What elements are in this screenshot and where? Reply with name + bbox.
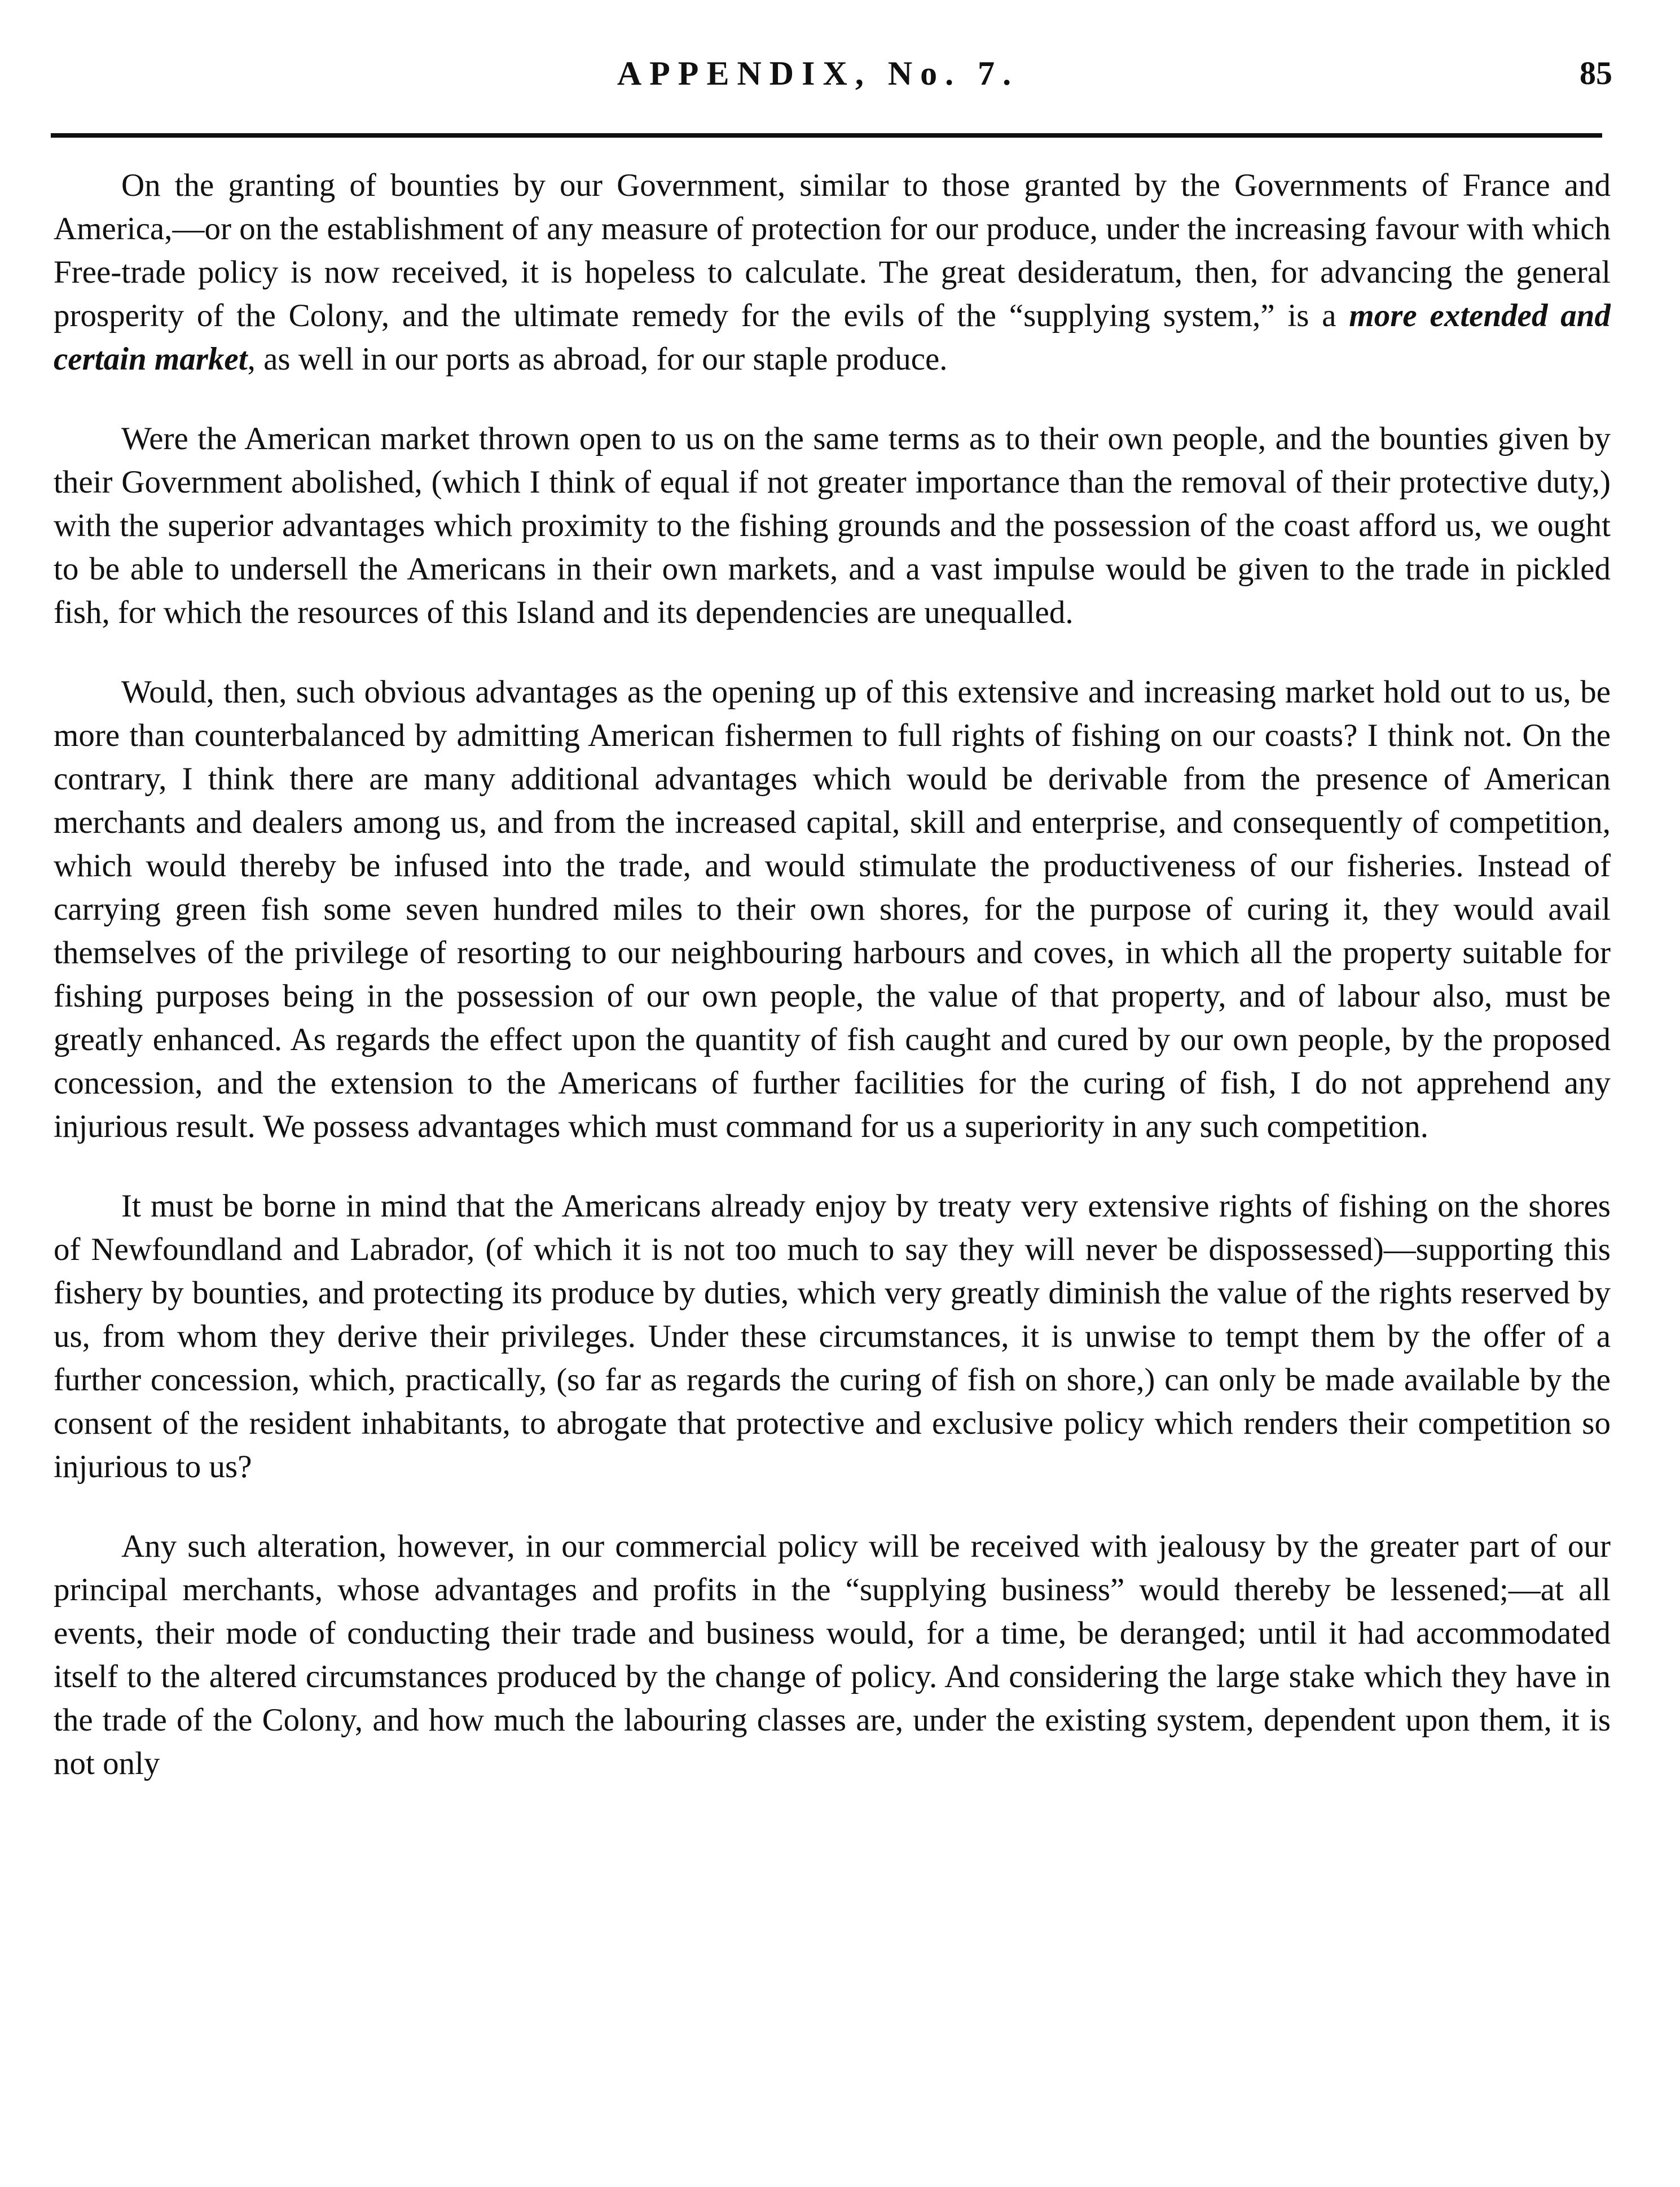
paragraph-5: Any such alteration, however, in our commercial policy will be received with jealousy by the greater part of our principal merchants, whose advantages and profits in the “supplying business” would thereby be lessened;—at all events, their mode of conducting their trade and business would, for a time, be deranged; until it had accommodated itself to the altered circumstances produced by the change of policy. And considering the large stake which they have in the trade of the Colony, and how much the labouring classes are, under the existing system, dependent upon them, it is not only	[54, 1529, 1611, 1781]
paragraph-1-emphasis: more extended and certain market	[54, 298, 1611, 377]
paragraph-1	[54, 164, 1611, 381]
page-header	[0, 39, 1680, 107]
paragraph-1-text-before: On the granting of bounties by our Government, similar to those granted by the Governments of France and America,—or on the establishment of any measure of protection for our produce, under the increasing favour with which Free-trade policy is now received, it is hopeless to calculate. The great desideratum, then, for advancing the general prosperity of the Colony, and the ultimate remedy for the evils of the “supplying system,” is a	[54, 168, 1611, 333]
body-text	[54, 164, 1611, 2155]
header-rule	[51, 133, 1602, 138]
paragraph-2: Were the American market thrown open to us on the same terms as to their own people, and the bounties given by their Government abolished, (which I think of equal if not greater importance than the removal of their protective duty,) with the superior advantages which proximity to the fishing grounds and the possession of the coast afford us, we ought to be able to undersell the Americans in their own markets, and a vast impulse would be given to the trade in pickled fish, for which the resources of this Island and its dependencies are unequalled.	[54, 421, 1611, 630]
page-number: 85	[1580, 55, 1612, 91]
running-head: APPENDIX, No. 7.	[617, 55, 1019, 92]
paragraph-1-text-after: , as well in our ports as abroad, for our staple produce.	[247, 341, 948, 377]
paragraph-4: It must be borne in mind that the Americans already enjoy by treaty very extensive rights of fishing on the shores of Newfoundland and Labrador, (of which it is not too much to say they will never be dispossessed)—supporting this fishery by bounties, and protecting its produce by duties, which very greatly diminish the value of the rights reserved by us, from whom they derive their privileges. Under these circumstances, it is unwise to tempt them by the offer of a further concession, which, practically, (so far as regards the curing of fish on shore,) can only be made available by the consent of the resident inhabitants, to abrogate that protective and exclusive policy which renders their competition so injurious to us?	[54, 1188, 1611, 1485]
paragraph-3: Would, then, such obvious advantages as the opening up of this extensive and increasing market hold out to us, be more than counterbalanced by admitting American fishermen to full rights of fishing on our coasts? I think not. On the contrary, I think there are many additional advantages which would be derivable from the presence of American merchants and dealers among us, and from the increased capital, skill and enterprise, and consequently of competition, which would thereby be infused into the trade, and would stimulate the productiveness of our fisheries. Instead of carrying green fish some seven hundred miles to their own shores, for the purpose of curing it, they would avail themselves of the privilege of resorting to our neighbouring harbours and coves, in which all the property suitable for fishing purposes being in the possession of our own people, the value of that property, and of labour also, must be greatly enhanced. As regards the effect upon the quantity of fish caught and cured by our own people, by the proposed concession, and the extension to the Americans of further facilities for the curing of fish, I do not apprehend any injurious result. We possess advantages which must command for us a superiority in any such competition.	[54, 674, 1611, 1144]
